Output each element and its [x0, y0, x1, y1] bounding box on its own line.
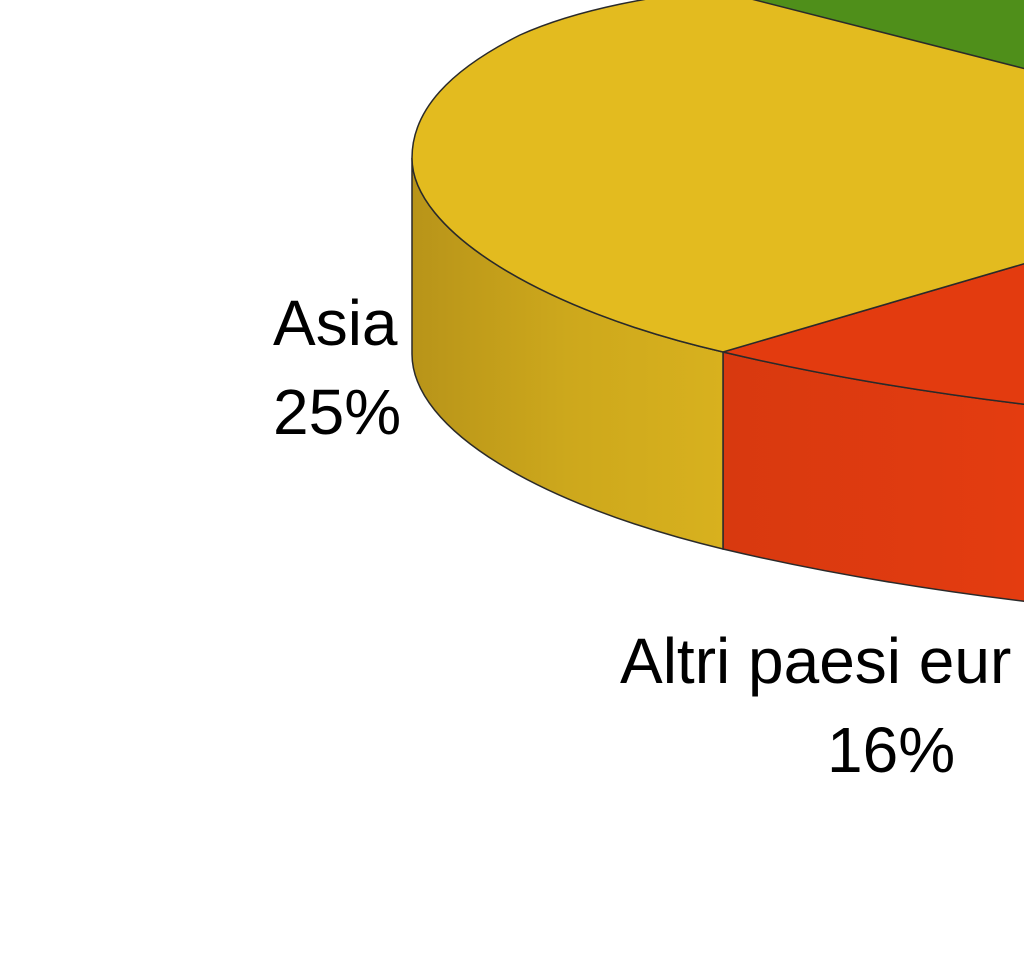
slice-value-asia: 25%: [273, 376, 402, 448]
slice-value-altri-paesi: 16%: [827, 714, 956, 786]
slice-label-altri-paesi: Altri paesi eur: [620, 625, 1012, 697]
slice-label-asia: Asia: [273, 287, 398, 359]
